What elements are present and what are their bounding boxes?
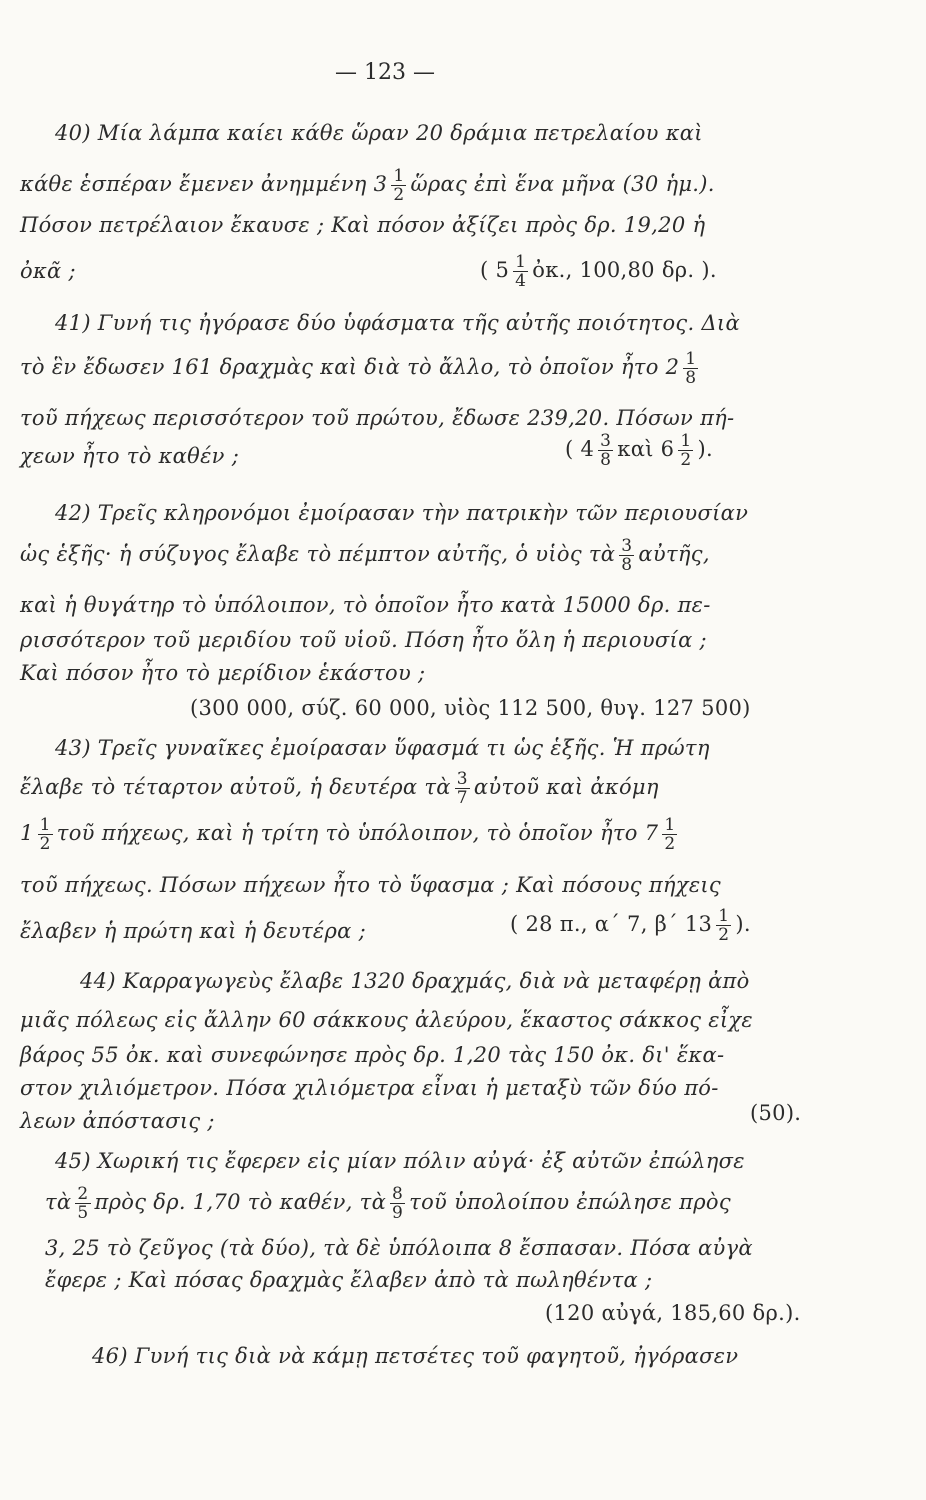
fraction — [662, 816, 677, 853]
text-segment: βάρος 55 ὀκ. καὶ συνεφώνησε πρὸς δρ. 1,20 τὰς 150 ὀκ. δι' ἕκα- — [20, 1043, 725, 1067]
text-line — [55, 310, 740, 336]
text-line — [55, 120, 703, 146]
fraction-numerator: 3 — [456, 769, 468, 789]
text-segment: λεων ἀπόστασις ; — [20, 1109, 215, 1133]
text-line — [20, 770, 659, 807]
fraction-numerator: 1 — [664, 815, 676, 835]
text-segment: αὐτῆς, — [638, 542, 710, 566]
text-line — [55, 500, 748, 526]
text-segment: 1 — [20, 821, 34, 845]
answer-line — [190, 695, 751, 721]
text-segment: ἔλαβεν ἡ πρώτη καὶ ἡ δευτέρα ; — [20, 919, 366, 943]
text-segment: 43) Τρεῖς γυναῖκες ἐμοίρασαν ὕφασμά τι ὡς ἑξῆς. Ἡ πρώτη — [55, 736, 710, 760]
text-line — [80, 968, 750, 994]
text-segment: ἔλαβε τὸ τέταρτον αὐτοῦ, ἡ δευτέρα τὰ — [20, 775, 451, 799]
text-segment: ( 5 — [480, 258, 510, 282]
text-line — [20, 918, 366, 944]
text-segment: ). — [697, 437, 713, 461]
fraction-numerator: 8 — [392, 1184, 404, 1204]
text-segment: ρισσότερον τοῦ μεριδίου τοῦ υἱοῦ. Πόση ἦτο ὅλη ἡ περιουσία ; — [20, 628, 707, 652]
text-segment: ὀκ., 100,80 δρ. ). — [532, 258, 717, 282]
text-line — [55, 1148, 745, 1174]
text-line — [45, 1267, 652, 1293]
text-segment: τὸ ἓν ἔδωσεν 161 δραχμὰς καὶ διὰ τὸ ἄλλο, τὸ ὁποῖον ἦτο 2 — [20, 355, 680, 379]
text-segment: ἔφερε ; Καὶ πόσας δραχμὰς ἔλαβεν ἀπὸ τὰ πωληθέντα ; — [45, 1268, 653, 1292]
fraction-denominator: 8 — [600, 450, 612, 470]
fraction-denominator: 2 — [393, 185, 405, 205]
text-segment: (120 αὐγά, 185,60 δρ.). — [545, 1301, 801, 1325]
fraction-denominator: 2 — [718, 925, 730, 945]
fraction-denominator: 4 — [515, 271, 527, 291]
fraction-numerator: 3 — [621, 536, 633, 556]
text-line — [20, 258, 76, 284]
text-segment: 42) Τρεῖς κληρονόμοι ἐμοίρασαν τὴν πατρικὴν τῶν περιουσίαν — [55, 501, 749, 525]
fraction — [619, 537, 634, 574]
fraction — [75, 1185, 90, 1222]
fraction-denominator: 8 — [685, 368, 697, 388]
text-segment: αὐτοῦ καὶ ἀκόμη — [473, 775, 659, 799]
text-segment: (300 000, σύζ. 60 000, υἱὸς 112 500, θυγ. 127 500) — [190, 696, 751, 720]
text-segment: ὡς ἑξῆς· ἡ σύζυγος ἔλαβε τὸ πέμπτον αὐτῆς, ὁ υἱὸς τὰ — [20, 542, 616, 566]
text-line — [45, 1235, 753, 1261]
fraction-numerator: 1 — [680, 431, 692, 451]
text-segment: 40) Μία λάμπα καίει κάθε ὥραν 20 δράμια πετρελαίου καὶ — [55, 121, 703, 145]
fraction — [678, 432, 693, 469]
answer-line — [480, 253, 717, 290]
text-line — [20, 1007, 753, 1033]
fraction-numerator: 1 — [685, 349, 697, 369]
text-line — [55, 735, 710, 761]
fraction-numerator: 1 — [718, 906, 730, 926]
fraction — [455, 770, 470, 807]
fraction — [716, 907, 731, 944]
text-line — [20, 1108, 215, 1134]
fraction-denominator: 5 — [77, 1203, 89, 1223]
fraction — [598, 432, 613, 469]
text-line — [20, 627, 707, 653]
fraction-denominator: 9 — [392, 1203, 404, 1223]
text-line — [20, 443, 239, 469]
text-segment: τοῦ ὑπολοίπου ἐπώλησε πρὸς — [409, 1190, 731, 1214]
text-segment: κάθε ἑσπέραν ἔμενεν ἀνημμένη 3 — [20, 172, 388, 196]
fraction — [391, 167, 406, 204]
fraction — [390, 1185, 405, 1222]
text-line — [20, 350, 702, 387]
fraction-numerator: 2 — [77, 1184, 89, 1204]
answer-line — [750, 1100, 801, 1126]
fraction-denominator: 2 — [680, 450, 692, 470]
text-segment: Πόσον πετρέλαιον ἔκαυσε ; Καὶ πόσον ἀξίζει πρὸς δρ. 19,20 ἡ — [20, 213, 706, 237]
text-line — [20, 1075, 719, 1101]
fraction — [38, 816, 53, 853]
text-segment: ( 28 π., α´ 7, β´ 13 — [510, 912, 713, 936]
text-line — [45, 1185, 731, 1222]
text-line — [20, 872, 721, 898]
text-line — [20, 537, 710, 574]
fraction-numerator: 3 — [600, 431, 612, 451]
text-line — [20, 592, 711, 618]
text-segment: 3, 25 τὸ ζεῦγος (τὰ δύο), τὰ δὲ ὑπόλοιπα 8 ἔσπασαν. Πόσα αὐγὰ — [45, 1236, 753, 1260]
text-segment: Καὶ πόσον ἦτο τὸ μερίδιον ἑκάστου ; — [20, 661, 426, 685]
answer-line — [510, 907, 751, 944]
text-line — [92, 1343, 738, 1369]
fraction-denominator: 2 — [664, 834, 676, 854]
fraction — [683, 350, 698, 387]
text-line — [20, 816, 681, 853]
text-segment: ( 4 — [565, 437, 595, 461]
text-segment: μιᾶς πόλεως εἰς ἄλλην 60 σάκκους ἀλεύρου, ἕκαστος σάκκος εἶχε — [20, 1008, 753, 1032]
text-segment: 44) Καρραγωγεὺς ἔλαβε 1320 δραχμάς, διὰ νὰ μεταφέρῃ ἀπὸ — [80, 969, 750, 993]
text-segment: 45) Χωρική τις ἔφερεν εἰς μίαν πόλιν αὐγά· ἐξ αὐτῶν ἐπώλησε — [55, 1149, 745, 1173]
text-line — [20, 660, 425, 686]
text-segment: χεων ἦτο τὸ καθέν ; — [20, 444, 240, 468]
fraction-denominator: 8 — [621, 555, 633, 575]
text-segment: ὥρας ἐπὶ ἕνα μῆνα (30 ἡμ.). — [410, 172, 715, 196]
text-segment: τοῦ πήχεως, καὶ ἡ τρίτη τὸ ὑπόλοιπον, τὸ ὁποῖον ἦτο 7 — [56, 821, 659, 845]
text-segment: ὀκᾶ ; — [20, 259, 76, 283]
text-segment: 46) Γυνή τις διὰ νὰ κάμῃ πετσέτες τοῦ φαγητοῦ, ἠγόρασεν — [92, 1344, 739, 1368]
text-segment: 41) Γυνή τις ἠγόρασε δύο ὑφάσματα τῆς αὐτῆς ποιότητος. Διὰ — [55, 311, 740, 335]
text-line — [20, 1042, 724, 1068]
text-segment: πρὸς δρ. 1,70 τὸ καθέν, τὰ — [94, 1190, 387, 1214]
text-line — [20, 405, 734, 431]
fraction-numerator: 1 — [393, 166, 405, 186]
text-segment: στον χιλιόμετρον. Πόσα χιλιόμετρα εἶναι ἡ μεταξὺ τῶν δύο πό- — [20, 1076, 719, 1100]
text-segment: τοῦ πήχεως περισσότερον τοῦ πρώτου, ἔδωσε 239,20. Πόσων πή- — [20, 406, 735, 430]
text-segment: τὰ — [45, 1190, 72, 1214]
text-segment: τοῦ πήχεως. Πόσων πήχεων ἦτο τὸ ὕφασμα ; Καὶ πόσους πήχεις — [20, 873, 721, 897]
fraction-numerator: 1 — [515, 252, 527, 272]
answer-line — [565, 432, 713, 469]
fraction — [513, 253, 528, 290]
text-line — [20, 167, 715, 204]
text-segment: (50). — [750, 1101, 802, 1125]
page-number: — 123 — — [335, 60, 435, 85]
text-segment: ). — [735, 912, 751, 936]
fraction-numerator: 1 — [39, 815, 51, 835]
text-segment: καὶ 6 — [617, 437, 675, 461]
text-line — [20, 212, 705, 238]
answer-line — [545, 1300, 801, 1326]
text-segment: καὶ ἡ θυγάτηρ τὸ ὑπόλοιπον, τὸ ὁποῖον ἦτο κατὰ 15000 δρ. πε- — [20, 593, 711, 617]
fraction-denominator: 2 — [39, 834, 51, 854]
fraction-denominator: 7 — [456, 788, 468, 808]
